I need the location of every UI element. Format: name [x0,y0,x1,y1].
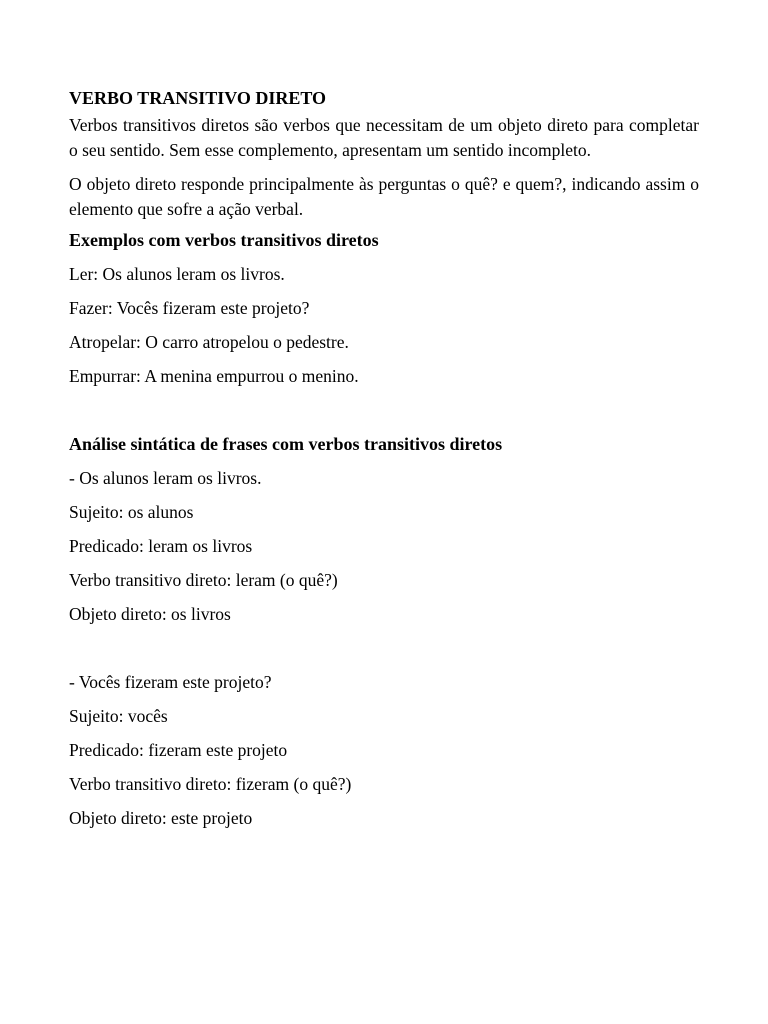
analysis-verb: Verbo transitivo direto: leram (o quê?) [69,570,338,590]
analysis-predicate: Predicado: leram os livros [69,536,253,556]
analysis-heading: Análise sintática de frases com verbos transitivos diretos [69,434,503,454]
section-spacer [69,398,699,432]
examples-heading: Exemplos com verbos transitivos diretos [69,230,379,250]
intro-paragraph: Verbos transitivos diretos são verbos que necessitam de um objeto direto para completar o seu sentido. Sem esse complemento, apresentam um sentido incompleto. [69,115,699,160]
document-page [69,86,699,840]
section-spacer [69,636,699,670]
example-item: Fazer: Vocês fizeram este projeto? [69,298,310,318]
document-title: VERBO TRANSITIVO DIRETO [69,88,327,108]
analysis-sentence: - Os alunos leram os livros. [69,468,262,488]
analysis-verb: Verbo transitivo direto: fizeram (o quê?) [69,774,352,794]
analysis-direct-object: Objeto direto: os livros [69,604,231,624]
example-item: Ler: Os alunos leram os livros. [69,264,285,284]
example-item: Empurrar: A menina empurrou o menino. [69,366,359,386]
analysis-subject: Sujeito: os alunos [69,502,194,522]
analysis-direct-object: Objeto direto: este projeto [69,808,253,828]
analysis-subject: Sujeito: vocês [69,706,168,726]
example-item: Atropelar: O carro atropelou o pedestre. [69,332,349,352]
analysis-predicate: Predicado: fizeram este projeto [69,740,288,760]
object-paragraph: O objeto direto responde principalmente às perguntas o quê? e quem?, indicando assim o elemento que sofre a ação verbal. [69,174,699,219]
analysis-sentence: - Vocês fizeram este projeto? [69,672,272,692]
